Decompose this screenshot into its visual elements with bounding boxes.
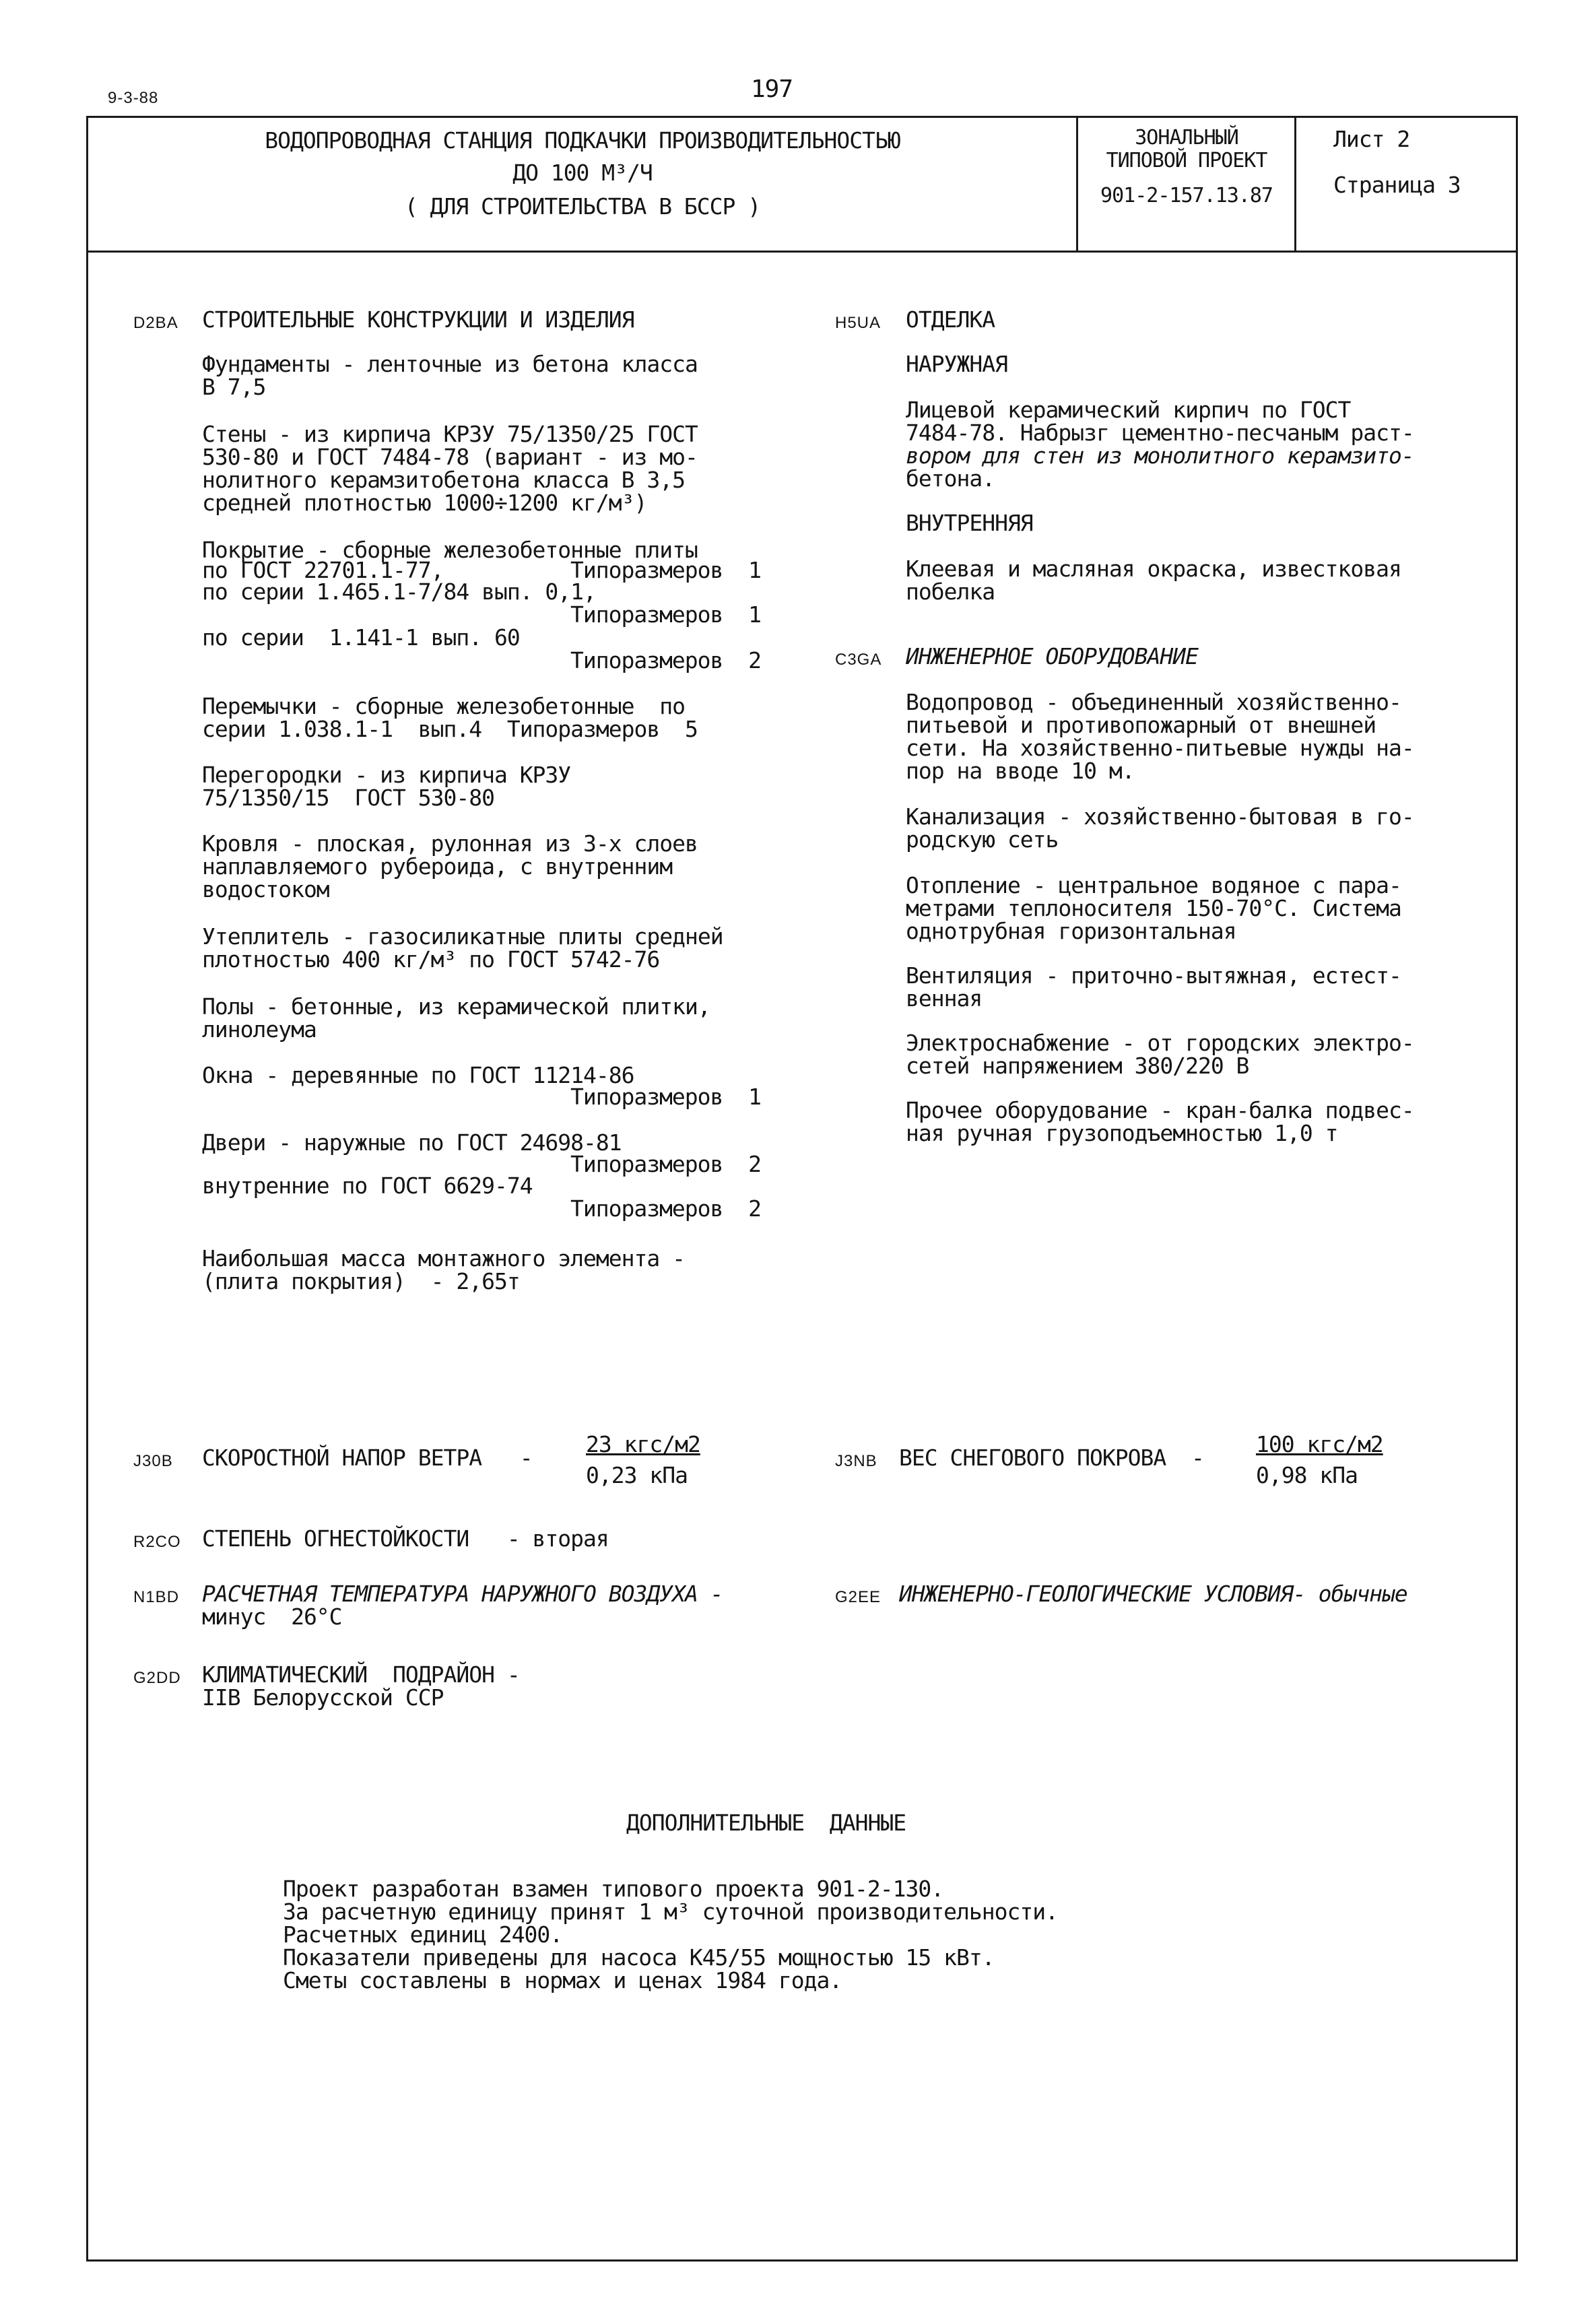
section-code: H5UA [835, 314, 882, 332]
lintels-text: Перемычки - сборные железобетонные по [202, 693, 685, 719]
roofing-text: водостоком [202, 876, 329, 902]
param-code: J3NB [835, 1452, 877, 1470]
foundations-text: В 7,5 [202, 374, 266, 400]
page-label: Страница 3 [1333, 172, 1461, 198]
header-divider [86, 251, 1516, 253]
sheet-label: Лист 2 [1333, 126, 1410, 152]
floors-text: линолеума [202, 1016, 317, 1043]
fire-resistance-label: СТЕПЕНЬ ОГНЕСТОЙКОСТИ - вторая [202, 1525, 609, 1552]
water-text: сети. На хозяйственно-питьевые нужды на- [906, 735, 1414, 761]
param-code: G2EE [835, 1588, 882, 1606]
page-number: 197 [751, 75, 793, 103]
header-col-divider-2 [1294, 116, 1296, 251]
section-title: ИНЖЕНЕРНОЕ ОБОРУДОВАНИЕ [906, 643, 1198, 669]
ventilation-text: Вентиляция - приточно-вытяжная, естест- [906, 962, 1401, 989]
param-code: N1BD [133, 1588, 180, 1606]
exterior-text: 7484-78. Набрызг цементно-песчаным раст- [906, 420, 1414, 446]
doors-text: внутренние по ГОСТ 6629-74 [202, 1173, 533, 1199]
mass-text: Наибольшая масса монтажного элемента - [202, 1245, 685, 1272]
section-title: СТРОИТЕЛЬНЫЕ КОНСТРУКЦИИ И ИЗДЕЛИЯ [202, 306, 634, 333]
insulation-text: плотностью 400 кг/м³ по ГОСТ 5742-76 [202, 946, 660, 972]
section-title: ОТДЕЛКА [906, 306, 995, 333]
additional-line: Проект разработан взамен типового проекта 901-2-130. [283, 1876, 944, 1902]
floors-text: Полы - бетонные, из керамической плитки, [202, 993, 710, 1020]
param-code: G2DD [133, 1669, 181, 1687]
project-number: 901-2-157.13.87 [1100, 184, 1273, 207]
subsection-title: НАРУЖНАЯ [906, 351, 1007, 377]
section-code: C3GA [835, 651, 882, 669]
param-code: J30B [133, 1452, 173, 1470]
partitions-text: 75/1350/15 ГОСТ 530-80 [202, 785, 494, 811]
walls-text: средней плотностью 1000÷1200 кг/м³) [202, 490, 647, 516]
foundations-text: Фундаменты - ленточные из бетона класса [202, 351, 698, 377]
additional-title: ДОПОЛНИТЕЛЬНЫЕ ДАННЫЕ [626, 1810, 906, 1836]
heating-text: Отопление - центральное водяное с пара- [906, 872, 1401, 898]
additional-line: Расчетных единиц 2400. [283, 1921, 563, 1948]
temperature-label: РАСЧЕТНАЯ ТЕМПЕРАТУРА НАРУЖНОГО ВОЗДУХА - [202, 1581, 723, 1607]
doors-typesizes: Типоразмеров 2 [570, 1151, 761, 1177]
mass-text: (плита покрытия) - 2,65т [202, 1268, 520, 1294]
interior-text: побелка [906, 579, 995, 605]
snow-value-kpa: 0,98 кПа [1256, 1462, 1358, 1488]
roof-text: по серии 1.465.1-7/84 вып. 0,1, [202, 579, 596, 605]
wind-value-kgs: 23 кгс/м2 [586, 1431, 700, 1457]
additional-line: Сметы составлены в нормах и ценах 1984 года. [283, 1967, 842, 1993]
heating-text: однотрубная горизонтальная [906, 918, 1236, 944]
doors-text: Двери - наружные по ГОСТ 24698-81 [202, 1129, 622, 1156]
insulation-text: Утеплитель - газосиликатные плиты средней [202, 923, 723, 950]
water-text: питьевой и противопожарный от внешней [906, 712, 1376, 738]
title-line-2: ДО 100 М³/Ч [512, 160, 653, 186]
roof-text: по ГОСТ 22701.1-77, [202, 557, 444, 583]
exterior-text: вором для стен из монолитного керамзито- [906, 442, 1414, 469]
ventilation-text: венная [906, 985, 983, 1012]
water-text: Водопровод - объединенный хозяйственно- [906, 689, 1401, 715]
electric-text: сетей напряжением 380/220 В [906, 1053, 1249, 1079]
windows-text: Окна - деревянные по ГОСТ 11214-86 [202, 1062, 634, 1088]
project-type-line-1: ЗОНАЛЬНЫЙ [1135, 126, 1238, 150]
lintels-text: серии 1.038.1-1 вып.4 Типоразмеров 5 [202, 716, 698, 742]
walls-text: нолитного керамзитобетона класса В 3,5 [202, 467, 685, 493]
section-code: D2BA [133, 314, 178, 332]
exterior-text: Лицевой керамический кирпич по ГОСТ [906, 397, 1351, 423]
header-col-divider-1 [1076, 116, 1078, 251]
roof-typesizes: Типоразмеров 2 [570, 647, 761, 673]
wind-value-kpa: 0,23 кПа [586, 1462, 688, 1488]
param-code: R2CO [133, 1533, 181, 1551]
title-line-3: ( ДЛЯ СТРОИТЕЛЬСТВА В БССР ) [404, 193, 761, 220]
doors-typesizes: Типоразмеров 2 [570, 1195, 761, 1222]
roof-typesizes: Типоразмеров 1 [570, 601, 761, 628]
roof-typesizes: Типоразмеров 1 [570, 557, 761, 583]
temperature-value: минус 26°С [202, 1604, 342, 1630]
snow-label: ВЕС СНЕГОВОГО ПОКРОВА - [899, 1445, 1204, 1471]
subsection-title: ВНУТРЕННЯЯ [906, 510, 1033, 536]
other-equipment-text: ная ручная грузоподъемностью 1,0 т [906, 1120, 1338, 1146]
roofing-text: наплавляемого рубероида, с внутренним [202, 853, 673, 880]
windows-typesizes: Типоразмеров 1 [570, 1084, 761, 1110]
project-type-line-2: ТИПОВОЙ ПРОЕКТ [1106, 149, 1267, 172]
exterior-text: бетона. [906, 465, 995, 492]
heating-text: метрами теплоносителя 150-70°С. Система [906, 895, 1401, 921]
other-equipment-text: Прочее оборудование - кран-балка подвес- [906, 1097, 1414, 1123]
roof-text: Покрытие - сборные железобетонные плиты [202, 537, 698, 563]
title-line-1: ВОДОПРОВОДНАЯ СТАНЦИЯ ПОДКАЧКИ ПРОИЗВОДИТЕЛЬНОСТЬЮ [265, 127, 900, 154]
partitions-text: Перегородки - из кирпича КРЗУ [202, 762, 571, 788]
document-code: 9-3-88 [108, 89, 159, 107]
snow-value-kgs: 100 кгс/м2 [1256, 1431, 1383, 1457]
sewer-text: родскую сеть [906, 826, 1059, 853]
walls-text: Стены - из кирпича КРЗУ 75/1350/25 ГОСТ [202, 421, 698, 447]
geology-label: ИНЖЕНЕРНО-ГЕОЛОГИЧЕСКИЕ УСЛОВИЯ- обычные [899, 1581, 1407, 1607]
electric-text: Электроснабжение - от городских электро- [906, 1030, 1414, 1056]
walls-text: 530-80 и ГОСТ 7484-78 (вариант - из мо- [202, 444, 698, 470]
roof-text: по серии 1.141-1 вып. 60 [202, 624, 520, 651]
wind-label: СКОРОСТНОЙ НАПОР ВЕТРА - [202, 1445, 533, 1471]
roofing-text: Кровля - плоская, рулонная из 3-х слоев [202, 830, 698, 857]
climate-value: IIВ Белорусской ССР [202, 1684, 444, 1711]
additional-line: Показатели приведены для насоса К45/55 мощностью 15 кВт. [283, 1944, 995, 1971]
additional-line: За расчетную единицу принят 1 м³ суточной производительности. [283, 1899, 1058, 1925]
sewer-text: Канализация - хозяйственно-бытовая в го- [906, 803, 1414, 830]
interior-text: Клеевая и масляная окраска, известковая [906, 556, 1401, 582]
water-text: пор на вводе 10 м. [906, 758, 1135, 784]
climate-label: КЛИМАТИЧЕСКИЙ ПОДРАЙОН - [202, 1661, 520, 1688]
